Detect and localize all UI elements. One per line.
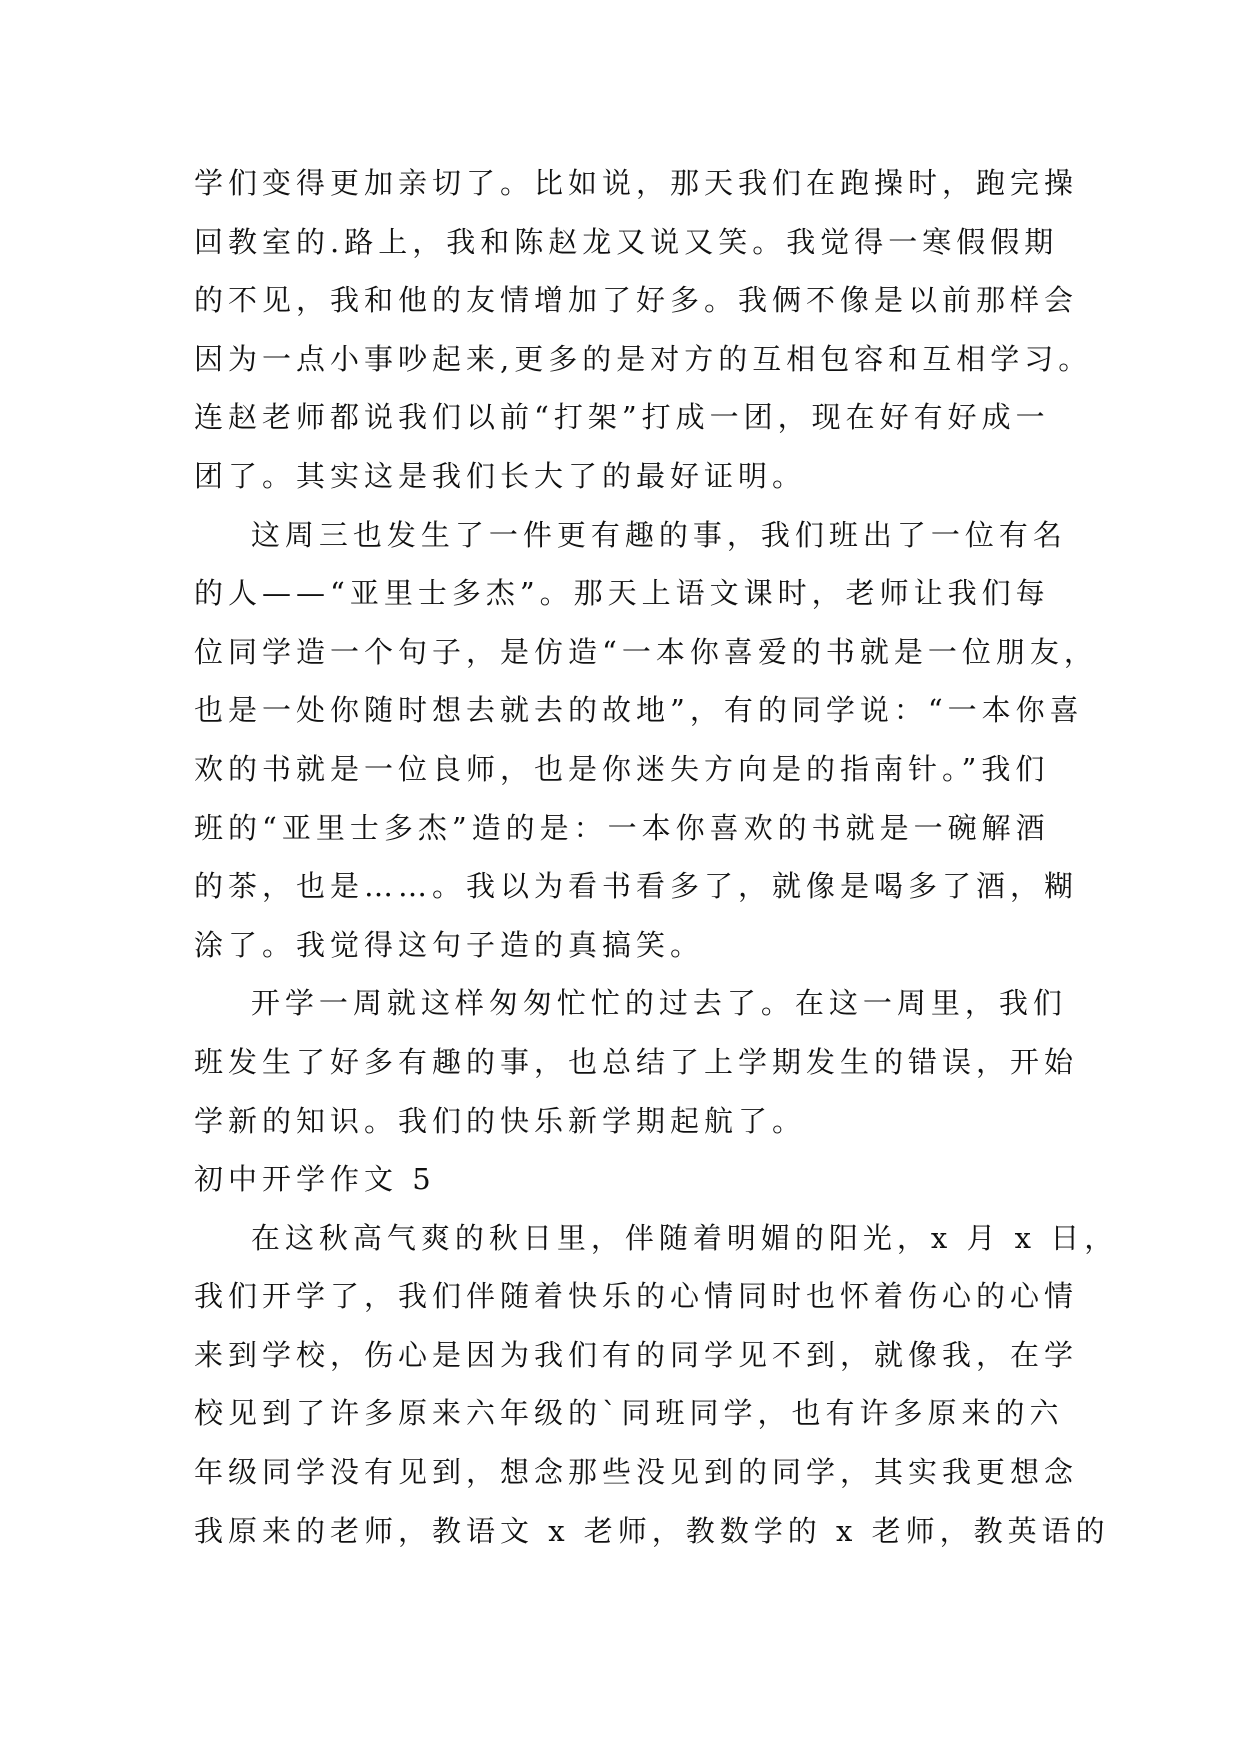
essay-body <box>194 154 1119 1560</box>
text-line: 因为一点小事吵起来,更多的是对方的互相包容和互相学习。 <box>194 341 1093 376</box>
text-line: 涂了。我觉得这句子造的真搞笑。 <box>194 927 705 962</box>
text-line: 开学一周就这样匆匆忙忙的过去了。在这一周里，我们 <box>194 986 1067 1021</box>
text-line: 这周三也发生了一件更有趣的事，我们班出了一位有名 <box>194 517 1067 552</box>
text-line: 年级同学没有见到，想念那些没见到的同学，其实我更想念 <box>194 1455 1079 1490</box>
text-line: 也是一处你随时想去就去的故地”，有的同学说：“一本你喜 <box>194 693 1084 728</box>
text-line: 学们变得更加亲切了。比如说，那天我们在跑操时，跑完操 <box>194 166 1079 200</box>
text-line: 连赵老师都说我们以前“打架”打成一团，现在好有好成一 <box>194 400 1050 435</box>
text-line: 班发生了好多有趣的事，也总结了上学期发生的错误，开始 <box>194 1044 1079 1079</box>
text-line: 我们开学了，我们伴随着快乐的心情同时也怀着伤心的心情 <box>194 1279 1079 1314</box>
text-line: 学新的知识。我们的快乐新学期起航了。 <box>194 1103 807 1138</box>
text-line: 回教室的.路上，我和陈赵龙又说又笑。我觉得一寒假假期 <box>194 224 1059 259</box>
text-line: 我原来的老师，教语文 x 老师，教数学的 x 老师，教英语的 <box>194 1513 1110 1548</box>
text-line: 在这秋高气爽的秋日里，伴随着明媚的阳光，x 月 x 日， <box>194 1220 1119 1255</box>
text-line: 位同学造一个句子，是仿造“一本你喜爱的书就是一位朋友， <box>194 634 1098 669</box>
text-line: 的人——“亚里士多杰”。那天上语文课时，老师让我们每 <box>194 576 1050 611</box>
text-line: 班的“亚里士多杰”造的是：一本你喜欢的书就是一碗解酒 <box>194 810 1050 845</box>
text-line: 的茶，也是……。我以为看书看多了，就像是喝多了酒，糊 <box>194 869 1079 904</box>
text-line: 欢的书就是一位良师，也是你迷失方向是的指南针。”我们 <box>194 751 1050 786</box>
text-line: 团了。其实这是我们长大了的最好证明。 <box>194 458 807 493</box>
text-line: 校见到了许多原来六年级的`同班同学，也有许多原来的六 <box>194 1396 1064 1431</box>
section-heading: 初中开学作文 5 <box>194 1162 436 1197</box>
text-line: 的不见，我和他的友情增加了好多。我俩不像是以前那样会 <box>194 283 1079 318</box>
text-line: 来到学校，伤心是因为我们有的同学见不到，就像我，在学 <box>194 1337 1079 1372</box>
